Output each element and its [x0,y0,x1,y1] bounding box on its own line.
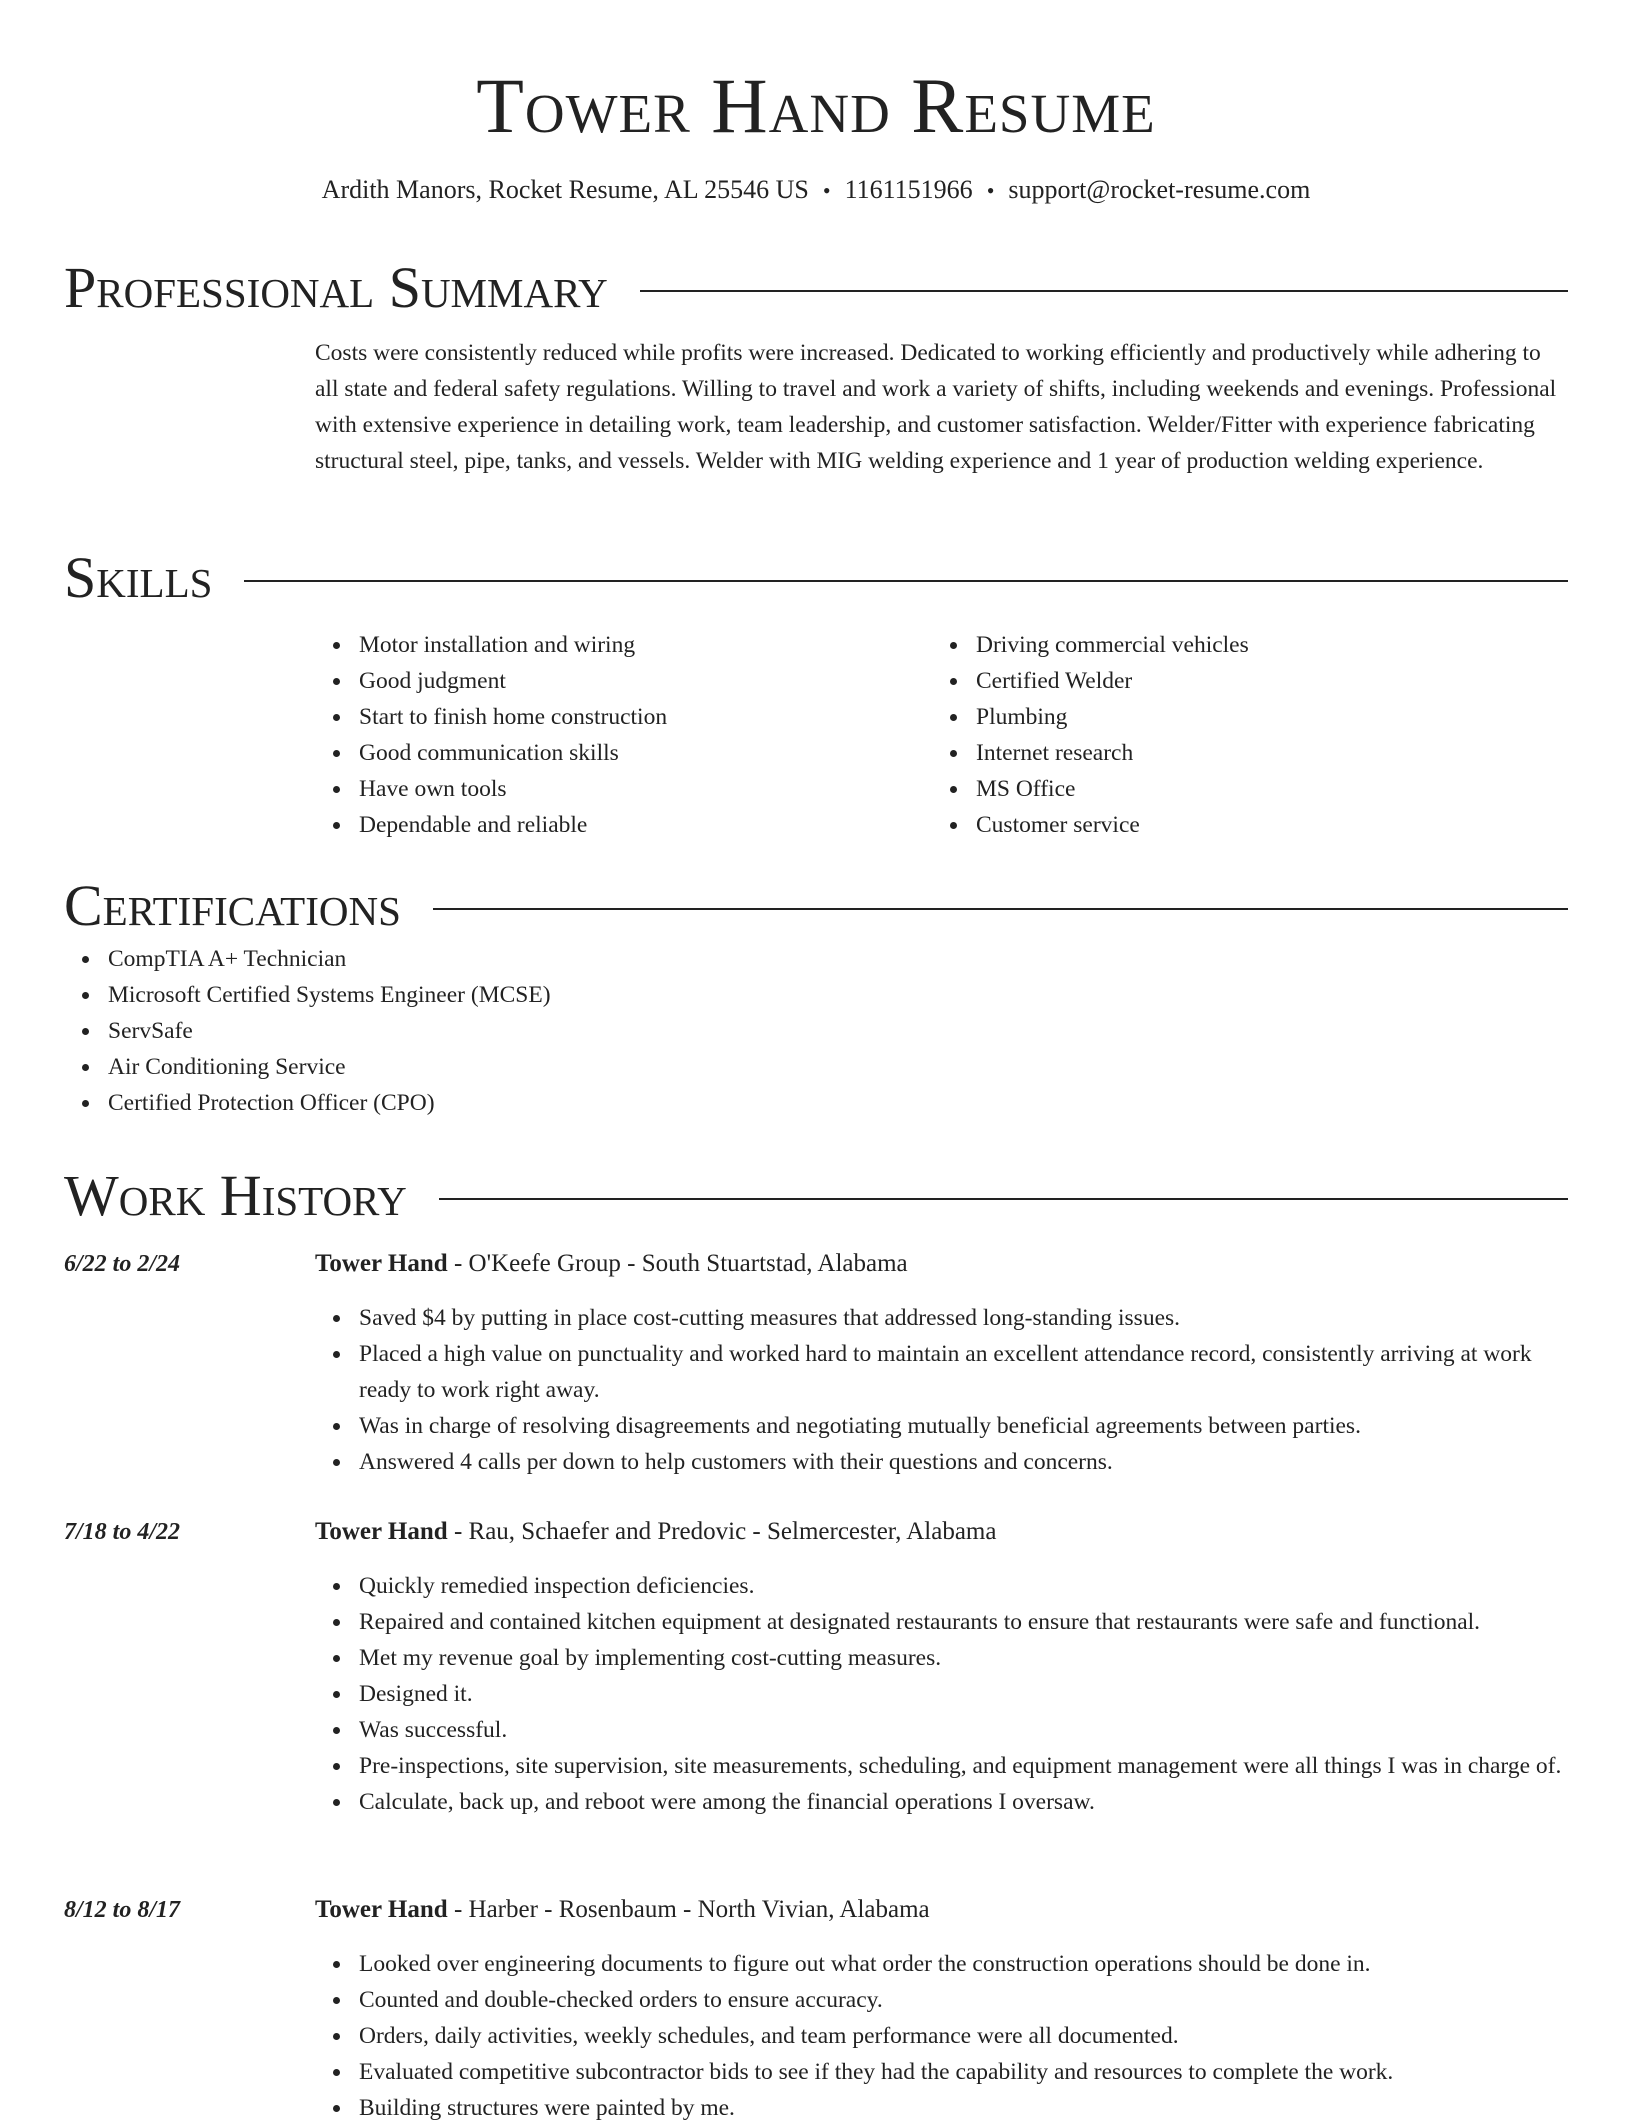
bullet-dot [333,822,340,829]
section-header [64,253,1568,323]
job-bullet [315,1748,1568,1784]
certification-label: Certified Protection Officer (CPO) [108,1090,435,1116]
certification-label: ServSafe [108,1018,193,1044]
job-bullet-text: Quickly remedied inspection deficiencies. [359,1573,755,1599]
bullet-dot [82,1028,89,1035]
job-bullet [315,1946,1568,1982]
job-bullet [315,1640,1568,1676]
skill-label: Good communication skills [359,740,619,766]
bullet-dot [333,1799,340,1806]
certification-item [64,1049,1568,1085]
certification-item [64,1013,1568,1049]
job-body [315,1246,1568,1480]
job-bullet-text: Pre-inspections, site supervision, site measurements, scheduling, and equipment management were all things I was in charge of. [359,1753,1562,1779]
skill-label: Have own tools [359,776,507,802]
job-bullets [315,1300,1568,1480]
skills-heading: Skills [64,545,213,610]
job-bullet-text: Counted and double-checked orders to ensure accuracy. [359,1987,883,2013]
work-history-heading: Work History [64,1163,407,1228]
contact-separator: • [986,178,995,203]
section-divider [244,580,1568,582]
bullet-dot [82,992,89,999]
job-bullets [315,1946,1568,2126]
job-bullet-text: Looked over engineering documents to figure out what order the construction operations should be done in. [359,1951,1371,1977]
job-bullet [315,1604,1568,1640]
job-dates: 7/18 to 4/22 [64,1519,181,1545]
skill-item [932,663,1549,699]
certification-item [64,977,1568,1013]
skill-label: Plumbing [976,704,1068,730]
skill-label: Internet research [976,740,1134,766]
job-bullet-text: Saved $4 by putting in place cost-cutting measures that addressed long-standing issues. [359,1305,1181,1331]
job-bullet-text: Designed it. [359,1681,473,1707]
skill-label: Dependable and reliable [359,812,588,838]
bullet-dot [333,1423,340,1430]
summary-section [64,253,1568,479]
skill-item [932,699,1549,735]
bullet-dot [333,642,340,649]
section-header [64,1161,1568,1231]
skill-item [315,663,932,699]
section-divider [433,908,1568,910]
bullet-dot [950,822,957,829]
skill-label: MS Office [976,776,1076,802]
job-header [315,1514,1568,1550]
skill-item [315,807,932,843]
bullet-dot [333,786,340,793]
contact-phone: 1161151966 [844,175,973,204]
job-bullet-text: Calculate, back up, and reboot were among the financial operations I oversaw. [359,1789,1095,1815]
certification-item [64,941,1568,977]
job-body [315,1514,1568,1820]
bullet-dot [333,714,340,721]
bullet-dot [333,1351,340,1358]
job-bullet-text: Was in charge of resolving disagreements and negotiating mutually beneficial agreements between parties. [359,1413,1361,1439]
skill-label: Start to finish home construction [359,704,668,730]
bullet-dot [950,750,957,757]
bullet-dot [950,678,957,685]
job-role: Tower Hand [315,1518,448,1545]
skill-label: Motor installation and wiring [359,632,636,658]
skill-item [932,627,1549,663]
bullet-dot [333,678,340,685]
skill-item [932,735,1549,771]
contact-separator: • [822,178,831,203]
job-bullet [315,2054,1568,2090]
job-body [315,1892,1568,2126]
skill-item [315,627,932,663]
job-bullet [315,1336,1568,1408]
bullet-dot [333,750,340,757]
job-bullet [315,1300,1568,1336]
job-bullet [315,1784,1568,1820]
bullet-dot [333,2033,340,2040]
certification-item [64,1085,1568,1121]
skill-item [315,699,932,735]
bullet-dot [950,786,957,793]
bullet-dot [333,1727,340,1734]
job-bullet-text: Was successful. [359,1717,508,1743]
bullet-dot [82,1064,89,1071]
section-divider [439,1198,1568,1200]
job-details: - Rau, Schaefer and Predovic - Selmercester, Alabama [447,1518,997,1545]
section-divider [640,290,1568,292]
contact-address: Ardith Manors, Rocket Resume, AL 25546 US [321,175,809,204]
skill-label: Driving commercial vehicles [976,632,1249,658]
job-bullet [315,1712,1568,1748]
bullet-dot [333,1763,340,1770]
job-bullet [315,1408,1568,1444]
skill-label: Customer service [976,812,1140,838]
job-header [315,1892,1568,1928]
bullet-dot [333,1691,340,1698]
skill-item [932,807,1549,843]
job-bullet-text: Met my revenue goal by implementing cost-cutting measures. [359,1645,942,1671]
bullet-dot [82,956,89,963]
job-dates: 6/22 to 2/24 [64,1251,181,1277]
job-bullet-text: Evaluated competitive subcontractor bids to see if they had the capability and resources to complete the work. [359,2059,1394,2085]
contact-email[interactable]: support@rocket-resume.com [1008,175,1311,204]
job-bullet [315,2018,1568,2054]
bullet-dot [333,1459,340,1466]
job-header [315,1246,1568,1282]
skills-right-column [932,627,1549,843]
job-bullet-text: Building structures were painted by me. [359,2095,735,2121]
contact-line [0,172,1632,209]
job-bullet [315,2090,1568,2126]
job-bullet [315,1444,1568,1480]
skill-item [315,771,932,807]
job-entry [64,1892,1568,2126]
skill-item [315,735,932,771]
skills-grid [315,613,1568,843]
bullet-dot [950,642,957,649]
bullet-dot [333,1997,340,2004]
bullet-dot [333,2105,340,2112]
resume-title: Tower Hand Resume [476,62,1156,149]
job-bullet [315,1568,1568,1604]
certifications-section [64,871,1568,1121]
bullet-dot [333,2069,340,2076]
certification-label: Microsoft Certified Systems Engineer (MCSE) [108,982,551,1008]
skill-label: Good judgment [359,668,506,694]
bullet-dot [950,714,957,721]
bullet-dot [333,1583,340,1590]
section-header [64,871,1568,941]
job-bullet-text: Answered 4 calls per down to help customers with their questions and concerns. [359,1449,1113,1475]
certification-label: Air Conditioning Service [108,1054,346,1080]
job-role: Tower Hand [315,1250,448,1277]
certifications-heading: Certifications [64,873,401,938]
certifications-list [64,941,1568,1121]
work-history-section [64,1161,1568,1231]
job-entry [64,1514,1568,1820]
job-bullet [315,1982,1568,2018]
skills-left-column [315,627,932,843]
summary-text: Costs were consistently reduced while profits were increased. Dedicated to working efficiently and productively while adhering to all state and federal safety regulations. Willing to travel and work a variety of shifts, including weekends and evenings. Professional with extensive experience in detailing work, team leadership, and customer satisfaction. Welder/Fitter with experience fabricating structural steel, pipe, tanks, and vessels. Welder with MIG welding experience and 1 year of production welding experience. [315,340,1557,474]
job-bullet-text: Repaired and contained kitchen equipment at designated restaurants to ensure that restaurants were safe and functional. [359,1609,1481,1635]
bullet-dot [333,1315,340,1322]
job-role: Tower Hand [315,1896,448,1923]
certification-label: CompTIA A+ Technician [108,946,347,972]
job-bullet [315,1676,1568,1712]
skill-label: Certified Welder [976,668,1133,694]
job-bullets [315,1568,1568,1820]
summary-heading: Professional Summary [64,255,608,320]
skills-section [64,543,1568,843]
job-dates: 8/12 to 8/17 [64,1897,181,1923]
job-entry [64,1246,1568,1480]
skill-item [932,771,1549,807]
job-bullet-text: Orders, daily activities, weekly schedules, and team performance were all documented. [359,2023,1179,2049]
bullet-dot [333,1961,340,1968]
job-details: - Harber - Rosenbaum - North Vivian, Alabama [447,1896,930,1923]
bullet-dot [333,1655,340,1662]
section-header [64,543,1568,613]
job-bullet-text: Placed a high value on punctuality and worked hard to maintain an excellent attendance record, consistently arriving at work ready to work right away. [359,1341,1532,1403]
bullet-dot [82,1100,89,1107]
job-details: - O'Keefe Group - South Stuartstad, Alabama [447,1250,908,1277]
bullet-dot [333,1619,340,1626]
